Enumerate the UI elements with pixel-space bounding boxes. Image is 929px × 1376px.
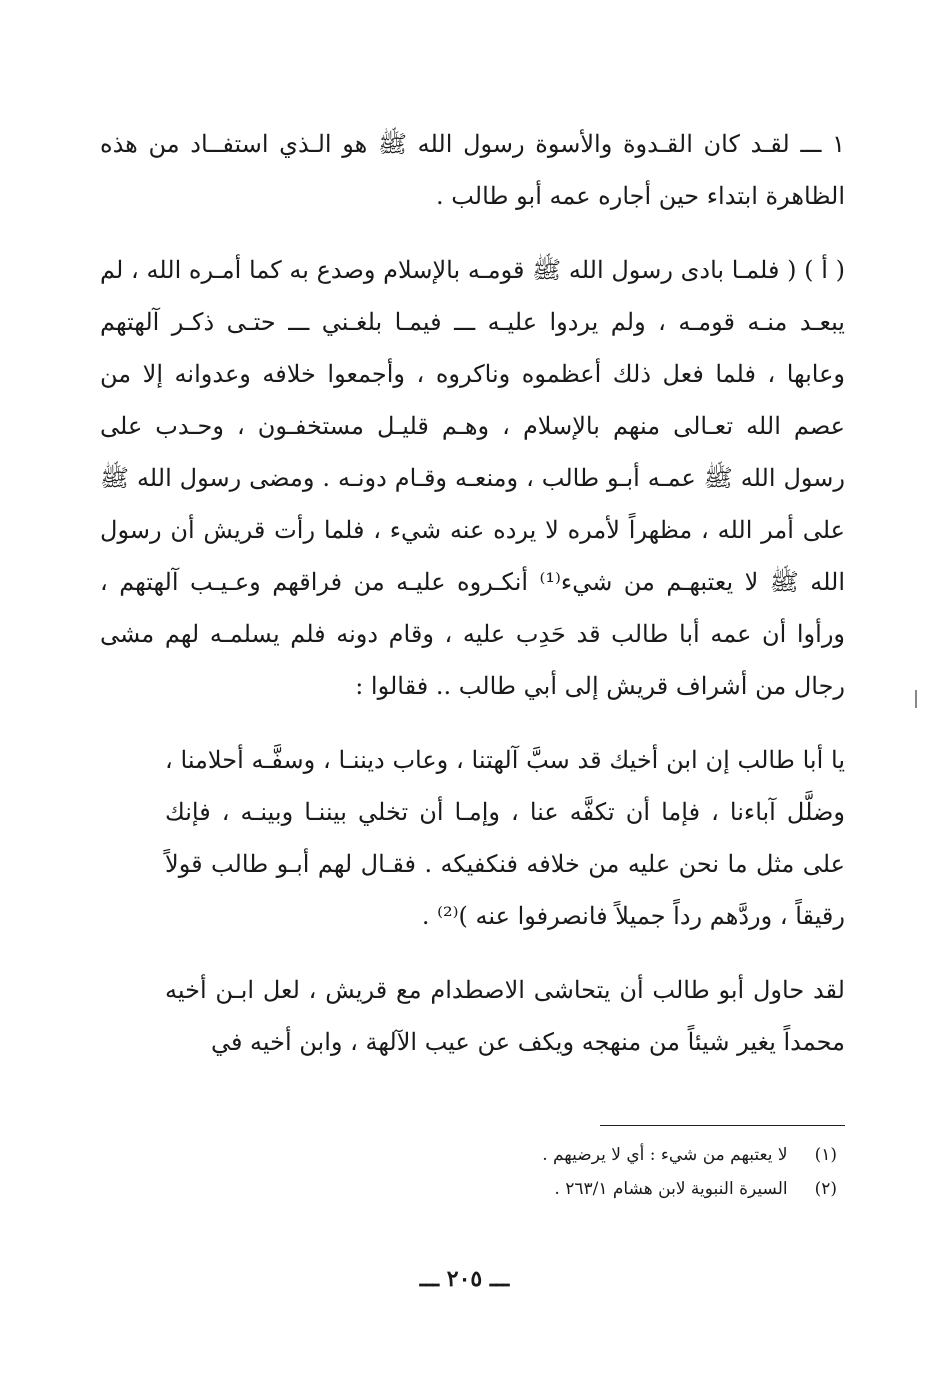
paragraph-4: لقد حاول أبو طالب أن يتحاشى الاصطدام مع قريش ، لعل ابـن أخيه محمداً يغير شيئاً من منهجه ويكف عن عيب الآلهة ، وابن أخيه في (165, 976, 845, 1056)
footnote-number: (٢) (814, 1179, 837, 1199)
paragraph-quote: يا أبا طالب إن ابن أخيك قد سبَّ آلهتنا ، وعاب ديننـا ، وسفَّـه أحلامنا ، وضلَّل آباءنا ، فإما أن تكفَّه عنا ، وإمـا أن تخلي بيننـا وبينـه ، فإنك على مثل ما نحن عليه من خلافه فنكفيكه . فقـال لهم أبـو طالب قولاً رقيقاً ، وردَّهم رداً جميلاً فانصرفوا عنه )⁽²⁾ . (165, 746, 845, 930)
footnote-divider (600, 1125, 845, 1126)
main-text (100, 118, 845, 1068)
footnote-text: السيرة النبوية لابن هشام ٢٦٣/١ . (554, 1179, 788, 1199)
paragraph-1: ١ ـــ لقـد كان القـدوة والأسوة رسول الله ﷺ هو الـذي استفــاد من هذه الظاهرة ابتداء حين أجاره عمه أبو طالب . (100, 130, 845, 210)
page-number: ـــ ٢٠٥ ـــ (419, 1266, 510, 1292)
footnote-2 (100, 1172, 845, 1206)
footnote-text: لا يعتبهم من شيء : أي لا يرضيهم . (542, 1145, 788, 1165)
scan-artifact (915, 690, 917, 708)
footnotes (100, 1125, 845, 1206)
paragraph-2: ( أ ) ( فلمـا بادى رسول الله ﷺ قومـه بالإسلام وصدع به كما أمـره الله ، لم يبعـد منـه قومـه ، ولم يردوا عليـه ـــ فيمـا بلغـني ـــ حتـى ذكـر آلهتهم وعابها ، فلما فعل ذلك أعظموه وناكروه ، وأجمعوا خلافه وعدوانه إلا من عصم الله تعـالى منهم بالإسلام ، وهـم قليـل مستخفـون ، وحـدب على رسول الله ﷺ عمـه أبـو طالب ، ومنعـه وقـام دونـه . ومضى رسول الله ﷺ على أمر الله ، مظهراً لأمره لا يرده عنه شيء ، فلما رأت قريش أن رسول الله ﷺ لا يعتبهـم من شيء⁽¹⁾ أنكـروه عليـه من فراقهم وعـيـب آلهتهم ، ورأوا أن عمه أبا طالب قد حَدِب عليه ، وقام دونه فلم يسلمـه لهم مشى رجال من أشراف قريش إلى أبي طالب .. فقالوا : (100, 256, 846, 700)
footnote-number: (١) (814, 1145, 837, 1165)
footnote-1 (100, 1138, 845, 1172)
